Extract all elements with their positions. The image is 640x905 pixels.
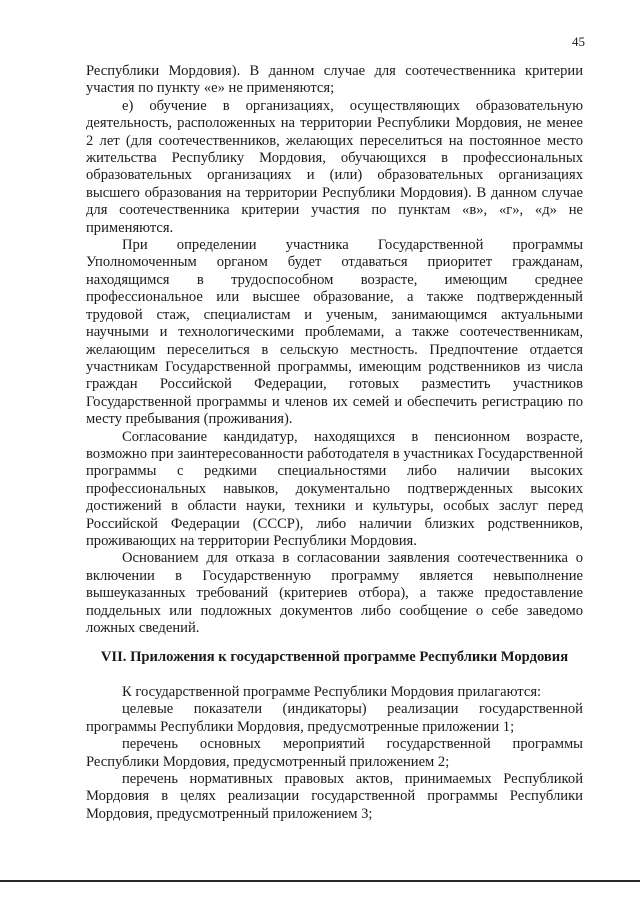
page-number: 45	[572, 34, 585, 49]
paragraph-item-e: е) обучение в организациях, осуществляющих образовательную деятельность, расположенных на территории Республики Мордовия, не менее 2 лет (для соотечественников, желающих переселиться на постоянное место жительства Республику Мордовия, обучающихся в профессиональных образовательных организациях и (или) образовательных организациях высшего образования на территории Республики Мордовия). В данном случае для соотечественника критерии участия по пунктам «в», «г», «д» не применяются.	[86, 97, 583, 236]
paragraph-attachment-1: целевые показатели (индикаторы) реализации государственной программы Республики Мордовия, предусмотренные приложении 1;	[86, 701, 583, 735]
paragraph-attachment-3: перечень нормативных правовых актов, принимаемых Республикой Мордовия в целях реализации государственной программы Республики Мордовия, предусмотренный приложением 3;	[86, 771, 583, 822]
paragraph-priority: При определении участника Государственной программы Уполномоченным органом будет отдаваться приоритет гражданам, находящимся в трудоспособном возрасте, имеющим среднее профессиональное или высшее образование, а также подтвержденный трудовой стаж, специалистам и ученым, занимающимся актуальными научными и технологическими проблемами, а также соотечественникам, желающим переселиться в сельскую местность. Предпочтение отдается участникам Государственной программы, имеющим родственников из числа граждан Российской Федерации, готовых разместить участников Государственной программы и членов их семей и обеспечить регистрацию по месту пребывания (проживания).	[86, 237, 583, 428]
paragraph-pension-age: Согласование кандидатур, находящихся в пенсионном возрасте, возможно при заинтересованности работодателя в участниках Государственной программы с редкими специальностями либо наличии высоких профессиональных навыков, документально подтвержденных высоких достижений в области науки, техники и культуры, особых заслуг перед Российской Федерации (СССР), либо наличии близких родственников, проживающих на территории Республики Мордовия.	[86, 428, 583, 549]
paragraph-attachments-intro: К государственной программе Республики Мордовия прилагаются:	[122, 684, 542, 700]
paragraph-refusal-grounds: Основанием для отказа в согласовании заявления соотечественника о включении в Государственную программу является невыполнение вышеуказанных требований (критериев отбора), а также предоставление поддельных или подложных документов либо сообщение о себе заведомо ложных сведений.	[86, 550, 583, 636]
paragraph-attachment-2: перечень основных мероприятий государственной программы Республики Мордовия, предусмотренный приложением 2;	[86, 736, 583, 770]
body-text-top	[86, 63, 583, 637]
section-heading: VII. Приложения к государственной программе Республики Мордовия	[100, 649, 569, 665]
body-text-bottom	[86, 684, 583, 823]
bottom-scan-edge-line	[0, 880, 640, 882]
paragraph-continuation: Республики Мордовия). В данном случае для соотечественника критерии участия по пункту «е» не применяются;	[86, 63, 583, 97]
